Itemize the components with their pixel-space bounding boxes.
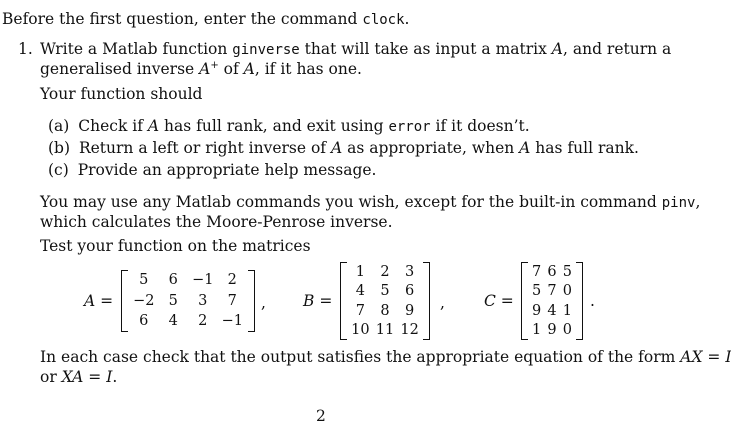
right-bracket (248, 270, 255, 332)
error-code: error (388, 119, 431, 135)
matrix-cell: 2 (380, 263, 390, 280)
matrix-a-punct: , (261, 294, 266, 312)
matrix-b-eq: = (314, 292, 333, 310)
ginverse-code: ginverse (232, 42, 300, 58)
matrix-a (121, 270, 255, 332)
matrix-cell: 3 (405, 263, 415, 280)
question-line-1 (40, 40, 671, 58)
conclusion-line-1 (40, 348, 731, 366)
item-c-label: (c) (48, 161, 69, 179)
q-text-c: , and return a (563, 40, 672, 58)
matrix-cell: 12 (400, 322, 419, 338)
matrix-cell: 9 (547, 322, 557, 338)
q-var-a: A (551, 40, 563, 58)
left-bracket (521, 262, 528, 340)
matrix-cell: −2 (133, 292, 155, 309)
q-text-a: Write a Matlab function (40, 40, 233, 58)
matrix-cell: −1 (192, 272, 214, 289)
matrix-cell: 7 (532, 263, 542, 280)
intro-punct: . (404, 10, 410, 28)
matrix-a-grid (129, 270, 247, 332)
matrix-cell: 7 (355, 302, 365, 319)
item-a-var: A (147, 117, 160, 135)
item-b-var2: A (519, 139, 531, 157)
q2-var: A (243, 60, 255, 79)
commands-pre: You may use any Matlab commands you wish, except for the built-in command (40, 193, 662, 211)
q2-text-b: of (218, 60, 244, 79)
matrix-cell: 4 (547, 302, 557, 319)
conclusion-line-2 (40, 368, 117, 386)
matrix-cell: 0 (562, 283, 572, 299)
item-b-pre: Return a left or right inverse of (78, 139, 331, 157)
right-bracket (423, 262, 430, 340)
matrix-cell: 2 (198, 313, 208, 330)
q2-text-a: generalised inverse (40, 60, 200, 79)
matrix-cell: 1 (562, 302, 572, 319)
item-b-post: has full rank. (530, 139, 639, 157)
left-bracket (340, 262, 347, 340)
matrix-cell: 1 (532, 322, 542, 338)
matrix-cell: 8 (380, 302, 390, 319)
matrix-c-punct: . (590, 292, 595, 310)
item-a-post: if it doesn’t. (430, 117, 530, 135)
item-b-mid: as appropriate, when (342, 139, 520, 157)
matrix-cell: 9 (532, 302, 542, 319)
conclusion2-pre: or (40, 368, 62, 386)
matrix-cell: 11 (375, 322, 395, 338)
matrix-b-grid (348, 262, 422, 340)
item-a-pre: Check if (78, 117, 148, 135)
matrix-cell: 6 (168, 272, 178, 289)
equation-ax-i: AX = I (680, 348, 731, 366)
matrix-a-name: A (84, 292, 96, 310)
matrix-cell: 7 (547, 283, 557, 299)
test-intro: Test your function on the matrices (40, 237, 311, 255)
item-c (48, 161, 376, 179)
matrix-b-label (303, 292, 332, 310)
matrix-cell: 10 (351, 322, 370, 338)
commands-punct: , (695, 193, 701, 211)
q-text-b: that will take as input a matrix (299, 40, 552, 58)
q2-sym: A (199, 60, 211, 79)
matrix-cell: 4 (168, 313, 178, 330)
matrix-cell: 5 (532, 283, 542, 299)
matrix-cell: 3 (198, 292, 208, 309)
intro-line (2, 10, 409, 28)
matrix-cell: 5 (562, 263, 572, 280)
page-number: 2 (316, 407, 326, 425)
matrix-cell: 6 (547, 263, 557, 280)
matrix-cell: 0 (562, 322, 572, 338)
matrix-cell: 2 (227, 272, 237, 289)
matrix-cell: 4 (355, 283, 365, 299)
pinv-code: pinv (661, 195, 696, 211)
question-number: 1. (18, 40, 33, 58)
matrix-c-name: C (484, 292, 496, 310)
matrix-cell: 6 (405, 283, 415, 299)
matrix-b (340, 262, 430, 340)
matrix-cell: 5 (380, 283, 390, 299)
matrix-cell: −1 (221, 313, 243, 330)
matrix-b-punct: , (440, 294, 445, 312)
matrix-b-name: B (303, 292, 315, 310)
q2-text-c: , if it has one. (254, 60, 362, 79)
intro-text: Before the first question, enter the command (2, 10, 363, 28)
equation-xa-i: XA = I (61, 368, 113, 386)
item-c-text: Provide an appropriate help message. (77, 161, 377, 179)
matrix-c-grid (529, 262, 575, 340)
q2-sup: + (210, 60, 219, 71)
matrix-cell: 5 (168, 292, 178, 309)
matrix-c-eq: = (495, 292, 514, 310)
item-b-var: A (330, 139, 343, 157)
matrix-cell: 5 (139, 272, 149, 289)
matrix-a-label (84, 292, 113, 310)
conclusion-pre: In each case check that the output satisfies the appropriate equation of the form (40, 348, 681, 366)
matrix-cell: 1 (355, 263, 365, 280)
conclusion2-post: . (112, 368, 118, 386)
item-b (48, 139, 639, 157)
matrix-c (521, 262, 583, 340)
item-b-label: (b) (48, 139, 71, 157)
commands-line-1 (40, 193, 700, 211)
matrix-cell: 7 (227, 292, 237, 309)
clock-command: clock (362, 12, 405, 28)
matrix-c-label (484, 292, 514, 310)
matrix-a-eq: = (95, 292, 114, 310)
right-bracket (576, 262, 583, 340)
question-line-2 (40, 60, 362, 78)
matrix-cell: 9 (405, 302, 415, 319)
should-line: Your function should (40, 85, 203, 103)
matrix-cell: 6 (139, 313, 149, 330)
left-bracket (121, 270, 128, 332)
item-a-mid: has full rank, and exit using (159, 117, 389, 135)
item-a-label: (a) (48, 117, 70, 135)
commands-line-2: which calculates the Moore-Penrose inverse. (40, 213, 393, 231)
item-a (48, 117, 530, 135)
